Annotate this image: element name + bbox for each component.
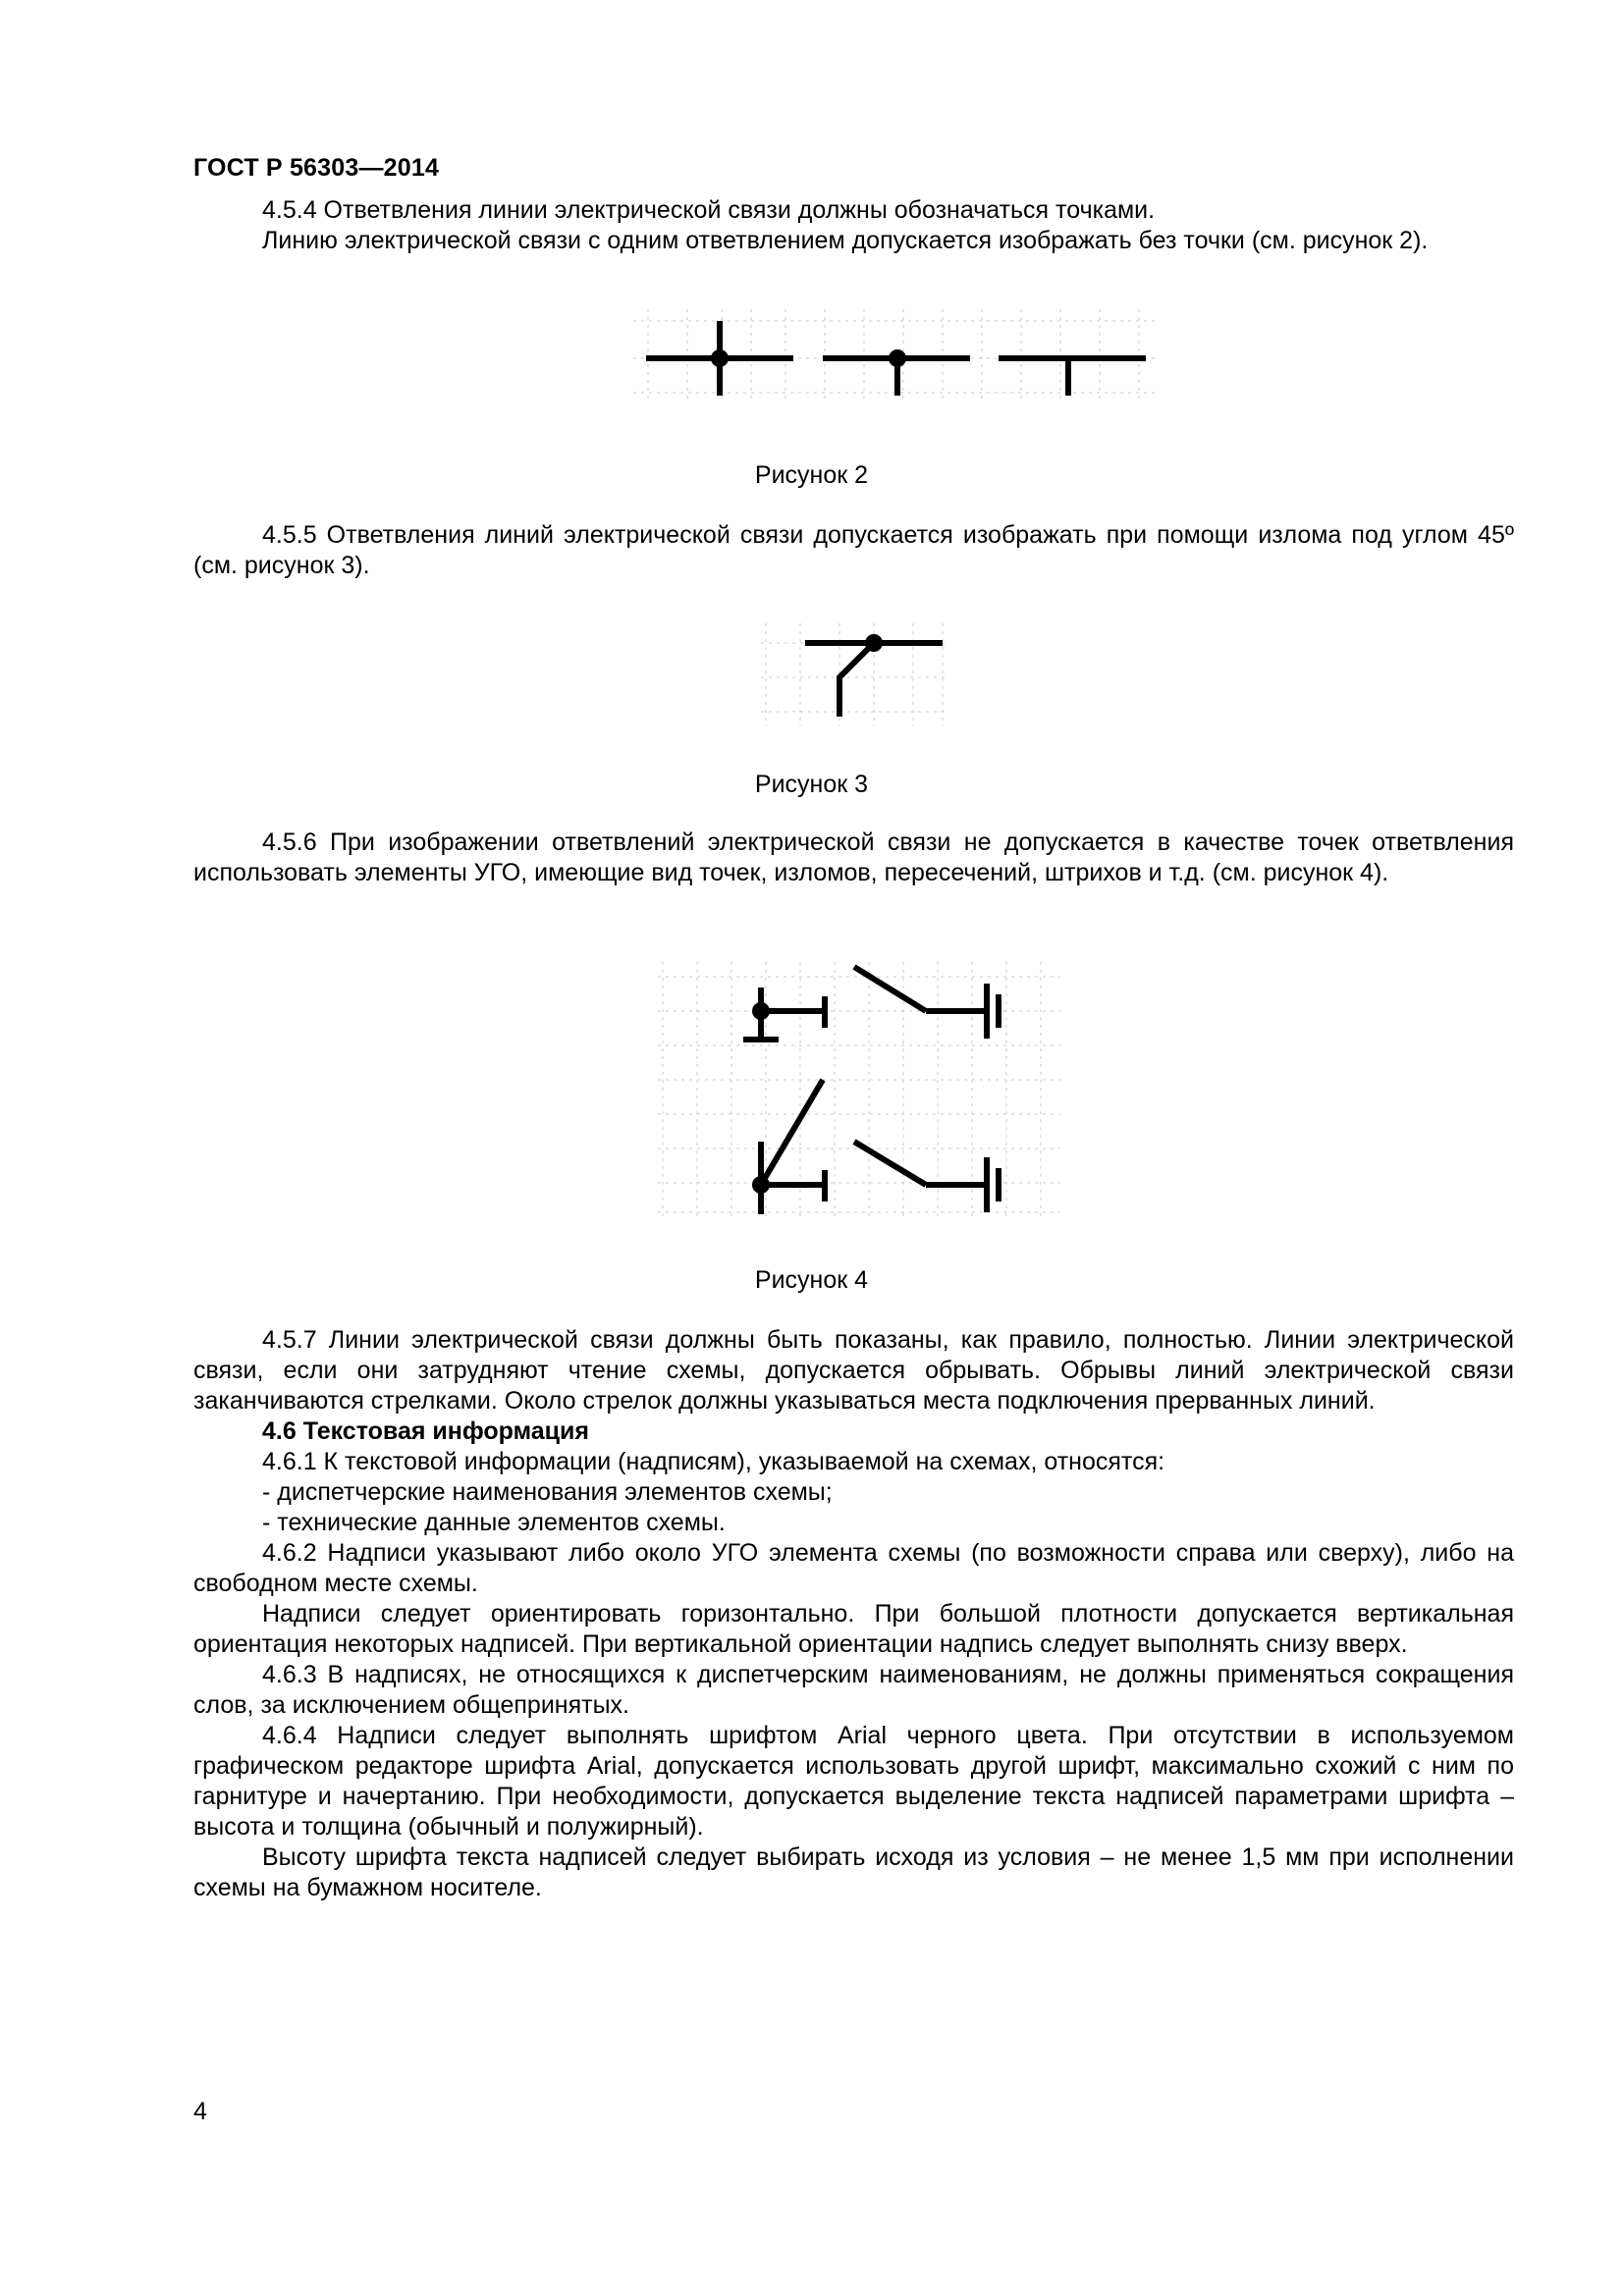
paragraph-4-6-4: 4.6.4 Надписи следует выполнять шрифтом Arial черного цвета. При отсутствии в используемом графическом редакторе шрифта Arial, допускается использовать другой шрифт, максимально схожий с ним по гарнитуре и начертанию. При необходимости, допускается выделение текста надписей параметрами шрифта – высота и толщина (обычный и полужирный). — [193, 1722, 1514, 1841]
paragraph-4-5-7: 4.5.7 Линии электрической связи должны быть показаны, как правило, полностью. Линии электрической связи, если они затрудняют чтение схемы, допускается обрывать. Обрывы линий электрической связи заканчиваются стрелками. Около стрелок должны указываться места подключения прерванных линий. — [193, 1326, 1514, 1415]
main-text — [193, 1325, 1514, 1903]
list-item-technical-data: - технические данные элементов схемы. — [262, 1509, 726, 1536]
figure-4-circuit-diagram — [653, 957, 1065, 1222]
figure-4-caption: Рисунок 4 — [754, 1266, 869, 1294]
junction-dot-cross — [711, 349, 729, 367]
list-item-dispatch-names: - диспетчерские наименования элементов схемы; — [262, 1478, 833, 1506]
figure-2-branch-diagram — [628, 299, 1163, 412]
document-code: ГОСТ Р 56303—2014 — [193, 154, 440, 182]
paragraph-font-height: Высоту шрифта текста надписей следует выбирать исходя из условия – не менее 1,5 мм при исполнении схемы на бумажном носителе. — [193, 1843, 1514, 1901]
paragraph-4-6-2: 4.6.2 Надписи указывают либо около УГО элемента схемы (по возможности справа или сверху), либо на свободном месте схемы. — [193, 1539, 1514, 1597]
paragraph-4-5-6: 4.5.6 При изображении ответвлений электрической связи не допускается в качестве точек ответвления использовать элементы УГО, имеющие вид точек, изломов, пересечений, штрихов и т.д. (см. рисунок 4). — [193, 828, 1514, 886]
figure-2-caption: Рисунок 2 — [754, 461, 869, 489]
junction-dot — [865, 634, 883, 652]
grid-lines — [761, 623, 947, 726]
section-4-5-5 — [193, 520, 1514, 581]
paragraph-4-5-5: 4.5.5 Ответвления линий электрической связи допускается изображать при помощи излома под углом 45º (см. рисунок 3). — [193, 521, 1514, 579]
junction-dot-tee — [889, 349, 906, 367]
junction-dot-top — [752, 1002, 770, 1020]
section-heading-4-6: 4.6 Текстовая информация — [262, 1417, 589, 1445]
paragraph-4-6-1: 4.6.1 К текстовой информации (надписям), указываемой на схемах, относятся: — [262, 1448, 1165, 1475]
junction-dot-bottom — [752, 1176, 770, 1194]
paragraph-4-6-3: 4.6.3 В надписях, не относящихся к диспетчерским наименованиям, не должны применяться сокращения слов, за исключением общепринятых. — [193, 1661, 1514, 1719]
paragraph-orientation: Надписи следует ориентировать горизонтально. При большой плотности допускается вертикальная ориентация некоторых надписей. При вертикальной ориентации надпись следует выполнять снизу вверх. — [193, 1600, 1514, 1658]
figure-3-angled-branch-diagram — [756, 618, 952, 731]
line-diagonal-connector — [761, 1080, 823, 1185]
section-4-5-4 — [193, 195, 1514, 256]
figure-3-caption: Рисунок 3 — [754, 771, 869, 798]
switch-top-blade — [854, 967, 926, 1011]
line-angled-branch — [839, 643, 874, 717]
page-number: 4 — [193, 2098, 207, 2125]
paragraph-4-5-4: 4.5.4 Ответвления линии электрической связи должны обозначаться точками. — [262, 196, 1156, 224]
paragraph-single-branch: Линию электрической связи с одним ответвлением допускается изображать без точки (см. рисунок 2). — [262, 227, 1429, 254]
section-4-5-6 — [193, 828, 1514, 888]
switch-bottom-blade — [854, 1142, 926, 1185]
